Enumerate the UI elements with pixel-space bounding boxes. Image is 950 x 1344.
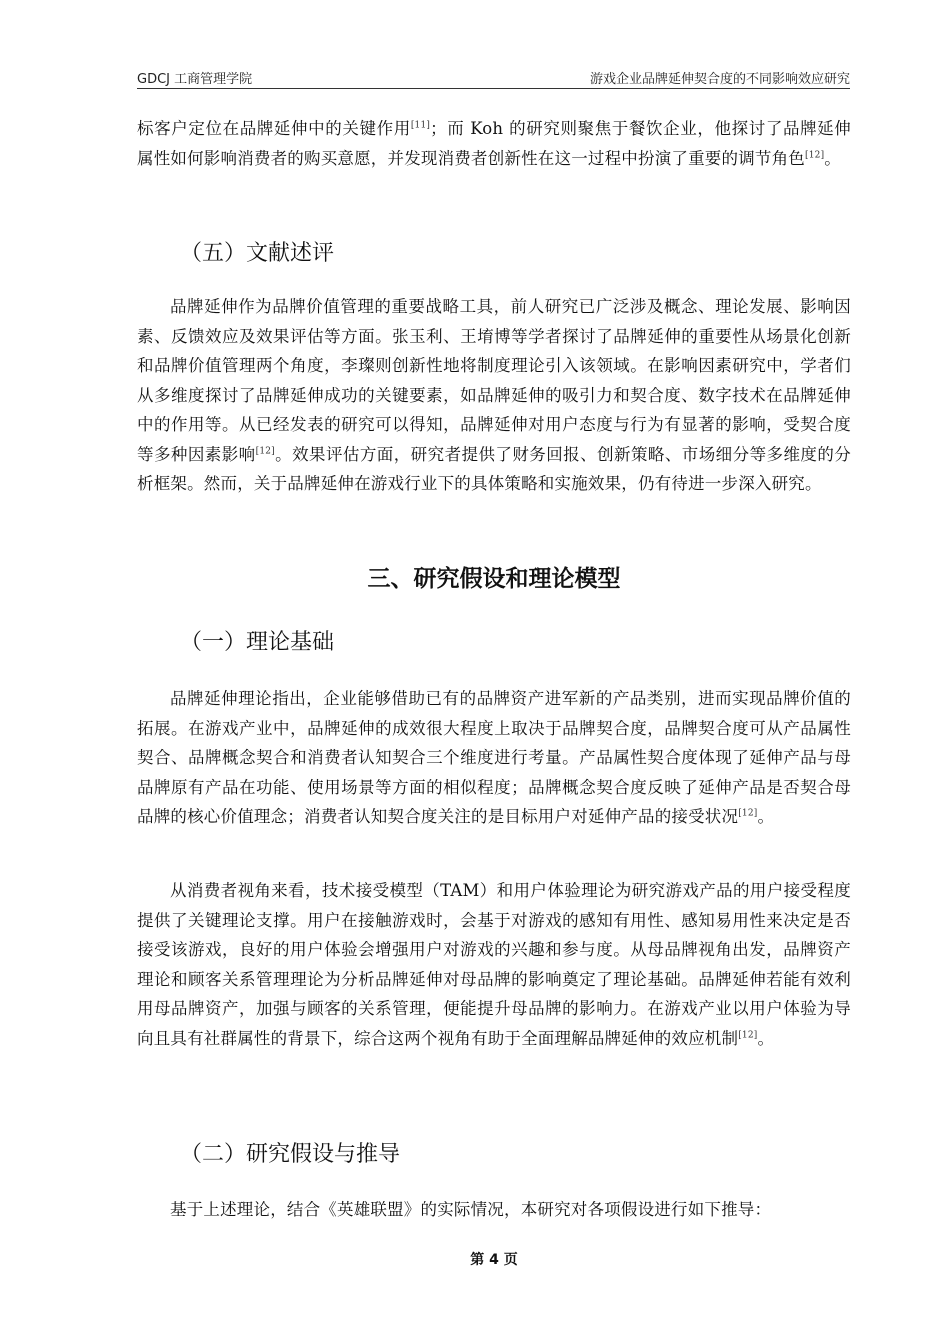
citation-ref: [12]	[805, 150, 825, 160]
paragraph-text: 。	[757, 1028, 775, 1048]
paragraph-literature-review	[137, 292, 851, 499]
paragraph-text: 。效果评估方面，研究者提供了财务回报、创新策略、市场细分等多维度的分析框架。然而，关于品牌延伸在游戏行业下的具体策略和实施效果，仍有待进一步深入研究。	[137, 444, 851, 493]
paragraph-text: 标客户定位在品牌延伸中的关键作用	[137, 119, 411, 138]
citation-ref: [12]	[738, 1030, 758, 1040]
subsection-heading-literature-review: （五）文献述评	[180, 241, 335, 266]
page-number: 第 4 页	[470, 1252, 518, 1268]
citation-ref: [11]	[410, 120, 431, 131]
paragraph-text: 从消费者视角来看，技术接受模型（TAM）和用户体验理论为研究游戏产品的用户接受程度提供了关键理论支撑。用户在接触游戏时，会基于对游戏的感知有用性、感知易用性来决定是否接受该游戏，良好的用户体验会增强用户对游戏的兴趣和参与度。从母品牌视角出发，品牌资产理论和顾客关系管理理论为分析品牌延伸对母品牌的影响奠定了理论基础。品牌延伸若能有效利用母品牌资产，加强与顾客的关系管理，便能提升母品牌的影响力。在游戏产业以用户体验为导向且具有社群属性的背景下，综合这两个视角有助于全面理解品牌延伸的效应机制	[137, 881, 851, 1048]
paragraph-text: 品牌延伸作为品牌价值管理的重要战略工具，前人研究已广泛涉及概念、理论发展、影响因素、反馈效应及效果评估等方面。张玉利、王堉博等学者探讨了品牌延伸的重要性从场景化创新和品牌价值管理两个角度，李璨则创新性地将制度理论引入该领域。在影响因素研究中，学者们从多维度探讨了品牌延伸成功的关键要素，如品牌延伸的吸引力和契合度、数字技术在品牌延伸中的作用等。从已经发表的研究可以得知，品牌延伸对用户态度与行为有显著的影响，受契合度等多种因素影响	[137, 297, 851, 464]
paragraph-theory	[137, 684, 851, 832]
paragraph-text: 。	[824, 148, 841, 168]
paragraph-hypothesis-intro: 基于上述理论，结合《英雄联盟》的实际情况，本研究对各项假设进行如下推导：	[170, 1200, 772, 1219]
paragraph-consumer-perspective	[137, 876, 851, 1053]
subsection-heading-hypothesis: （二）研究假设与推导	[180, 1142, 401, 1167]
section-heading: 三、研究假设和理论模型	[367, 566, 621, 592]
page-header	[137, 66, 850, 89]
citation-ref: [12]	[255, 446, 275, 456]
header-paper-title: 游戏企业品牌延伸契合度的不同影响效应研究	[589, 72, 850, 87]
header-institution: GDCJ 工商管理学院	[137, 72, 253, 87]
paragraph-text: ；而 Koh 的研究则聚焦于餐饮企业，他探讨了品牌延伸属性如何影响消费者的购买意愿，并发现消费者创新性在这一过程中扮演了重要的调节角色	[137, 119, 851, 168]
citation-ref: [12]	[738, 808, 758, 819]
paragraph-text: 。	[757, 807, 775, 826]
paragraph-continuation	[137, 114, 851, 173]
subsection-heading-theory: （一）理论基础	[180, 630, 335, 655]
paragraph-text: 品牌延伸理论指出，企业能够借助已有的品牌资产进军新的产品类别，进而实现品牌价值的拓展。在游戏产业中，品牌延伸的成效很大程度上取决于品牌契合度，品牌契合度可从产品属性契合、品牌概念契合和消费者认知契合三个维度进行考量。产品属性契合度体现了延伸产品与母品牌原有产品在功能、使用场景等方面的相似程度；品牌概念契合度反映了延伸产品是否契合母品牌的核心价值理念；消费者认知契合度关注的是目标用户对延伸产品的接受状况	[137, 689, 851, 826]
